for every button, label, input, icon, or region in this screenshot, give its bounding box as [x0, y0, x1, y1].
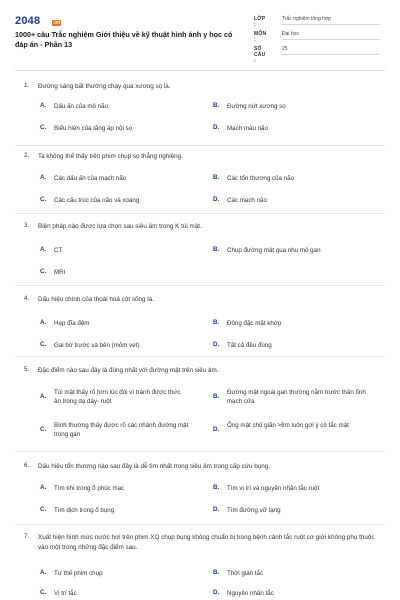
option-letter: A.	[40, 246, 47, 253]
option-text: Đông đặc mặt khớp	[227, 320, 282, 327]
option-text: CT	[54, 247, 63, 254]
option-text: Thời gian tắc	[227, 570, 264, 577]
page-title: 1000+ câu Trắc nghiệm Giới thiệu về kỹ thuật hình ảnh y học có đáp án - Phần 13	[15, 30, 233, 49]
question-divider	[15, 213, 385, 214]
option-letter: B.	[213, 484, 220, 491]
question-number: 2.	[24, 152, 30, 159]
question-text: Dấu hiệu chính của thoái hoá cột sống là.	[38, 296, 154, 303]
question-divider	[15, 451, 385, 452]
option-letter: A.	[40, 569, 47, 576]
option-text: Tìm đường vỡ tạng	[227, 507, 281, 514]
header-divider	[15, 70, 385, 71]
option-letter: C.	[40, 268, 47, 275]
question-divider	[15, 145, 385, 146]
question-text: Xuất hiện hình mức nước hơi trên phim XQ chụp bụng không chuẩn bị trong bệnh cảnh tắc ruột cơ giới không phụ thuộc vào một trong những đặc điểm sau.	[38, 534, 375, 551]
option-text: Tìm vị trí và nguyên nhân tắc ruột	[227, 485, 320, 492]
option-letter: B.	[213, 246, 220, 253]
option-text: Hẹp đĩa đệm	[54, 320, 90, 327]
option-text: Đường nứt xương sọ	[227, 103, 286, 110]
meta-class-label: LỚP :	[254, 16, 266, 28]
option-letter: B.	[213, 174, 220, 181]
option-text: Mạch máu não	[227, 125, 268, 132]
option-letter: C.	[40, 124, 47, 131]
option-text: Các mạch não	[227, 197, 267, 204]
question-text: Dấu hiệu tổn thương nào sau đây là dễ tìm nhất trong siêu âm trong cấp cứu bụng.	[38, 463, 271, 470]
question-divider	[15, 285, 385, 286]
question-divider	[15, 356, 385, 357]
question-number: 4.	[24, 295, 30, 302]
option-text: Tư thế phim chụp	[54, 570, 103, 577]
option-letter: D.	[213, 589, 220, 596]
meta-count-value: 25	[282, 46, 380, 55]
meta-class-value: Trắc nghiệm tổng hợp	[282, 16, 380, 25]
option-letter: D.	[213, 341, 220, 348]
option-letter: D.	[213, 506, 220, 513]
option-text: Gai bờ trước và bên (mỏm vẹt)	[54, 342, 140, 349]
meta-count-label: SỐ CÂU :	[254, 46, 266, 64]
option-letter: D.	[213, 426, 220, 433]
option-letter: B.	[213, 319, 220, 326]
option-text: Vị trí tắc	[54, 590, 77, 597]
option-letter: A.	[40, 484, 47, 491]
option-letter: C.	[40, 426, 47, 433]
option-text: MRI	[54, 269, 66, 276]
option-letter: D.	[213, 196, 220, 203]
option-text: Chụp đường mật qua nhu mô gan	[227, 247, 321, 254]
option-letter: B.	[213, 102, 220, 109]
question-number: 3.	[24, 222, 30, 229]
option-text: Dấu ấn của mô não	[54, 103, 109, 110]
option-text: Bình thường thấy được rõ các nhánh đường mật trong gan	[54, 422, 189, 438]
option-letter: C.	[40, 196, 47, 203]
option-text: Tất cả đều đúng	[227, 342, 272, 349]
option-text: Nguyên nhân tắc	[227, 590, 274, 597]
question-text: Biện pháp nào được lựa chọn sau siêu âm trong K túi mật.	[38, 223, 202, 230]
option-letter: C.	[40, 506, 47, 513]
option-text: Tìm khí trong ổ phúc mạc	[54, 485, 125, 492]
option-letter: B.	[213, 569, 220, 576]
question-text: Đặc điểm nào sau đây là đúng nhất với đường mật trên siêu âm.	[38, 367, 219, 374]
site-logo-suffix: .vn	[53, 20, 61, 26]
option-letter: D.	[213, 124, 220, 131]
option-letter: A.	[40, 393, 47, 400]
question-number: 1.	[24, 82, 30, 89]
site-logo[interactable]: 2048	[15, 15, 41, 27]
question-number: 7.	[24, 533, 30, 540]
question-text: Ta không thể thấy trên phim chụp sọ thẳng nghiêng.	[38, 153, 183, 160]
question-number: 6.	[24, 462, 30, 469]
option-text: Các cấu trúc của não và xoang	[54, 197, 140, 204]
option-letter: A.	[40, 174, 47, 181]
option-letter: C.	[40, 589, 47, 596]
option-text: Ống mật chủ giãn >8m luôn gợi ý có tắc mật	[227, 422, 349, 429]
option-letter: A.	[40, 102, 47, 109]
option-text: Các dấu ấn của mạch não	[54, 175, 127, 182]
option-letter: B.	[213, 393, 220, 400]
page-header	[0, 0, 400, 70]
meta-subject-value: Đại học	[282, 31, 380, 40]
option-letter: C.	[40, 341, 47, 348]
option-text: Các tổn thương của não	[227, 175, 295, 182]
question-divider	[15, 524, 385, 525]
meta-subject-label: MÔN :	[254, 31, 267, 43]
option-letter: A.	[40, 319, 47, 326]
option-text: Biểu hiện của tăng áp nội sọ	[54, 125, 133, 132]
question-number: 5.	[24, 366, 30, 373]
question-text: Đường sáng bất thường chạy qua xương sọ là.	[38, 83, 171, 90]
option-text: Đường mật ngoài gan thường nằm trước thân tĩnh mạch cửa	[227, 389, 366, 405]
option-text: Túi mật thấy rõ hơn lúc đói vì tránh được thức ăn trong dạ dày- ruột	[54, 389, 181, 405]
option-text: Tìm dịch trong ổ bụng	[54, 507, 115, 514]
